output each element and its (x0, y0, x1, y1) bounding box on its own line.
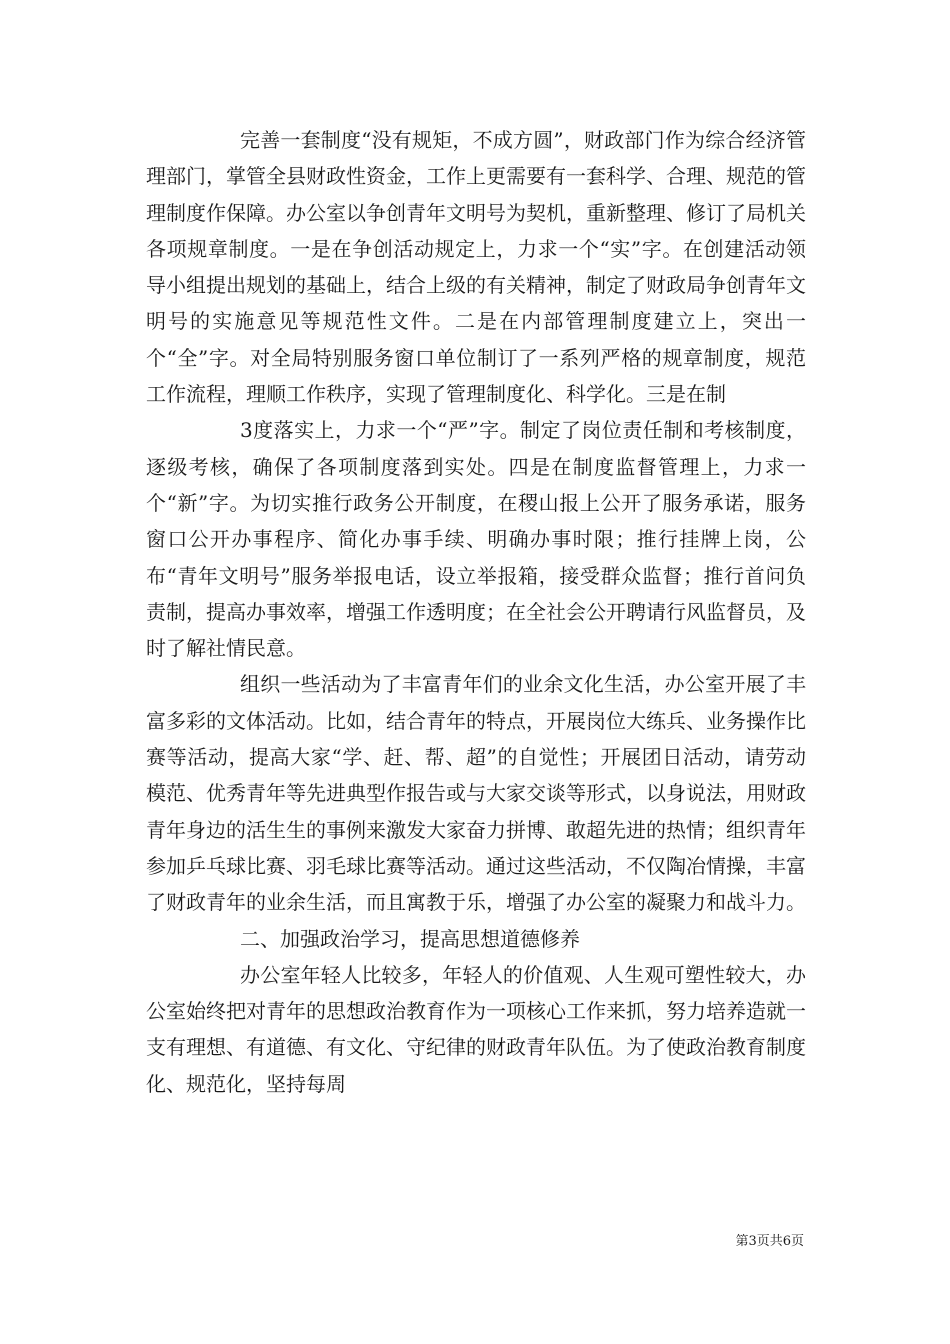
body-text (146, 122, 806, 1102)
paragraph-political-education: 办公室年轻人比较多，年轻人的价值观、人生观可塑性较大，办公室始终把对青年的思想政治教育作为一项核心工作来抓，努力培养造就一支有理想、有道德、有文化、守纪律的财政青年队伍。为了使政治教育制度化、规范化，坚持每周 (146, 962, 806, 1096)
paragraph-system-rules: 完善一套制度“没有规矩，不成方圆”，财政部门作为综合经济管理部门，掌管全县财政性资金，工作上更需要有一套科学、合理、规范的管理制度作保障。办公室以争创青年文明号为契机，重新整理、修订了局机关各项规章制度。一是在争创活动规定上，力求一个“实”字。在创建活动领导小组提出规划的基础上，结合上级的有关精神，制定了财政局争创青年文明号的实施意见等规范性文件。二是在内部管理制度建立上，突出一个“全”字。对全局特别服务窗口单位制订了一系列严格的规章制度，规范工作流程，理顺工作秩序，实现了管理制度化、科学化。三是在制 (146, 128, 806, 407)
paragraph-activities: 组织一些活动为了丰富青年们的业余文化生活，办公室开展了丰富多彩的文体活动。比如，结合青年的特点，开展岗位大练兵、业务操作比赛等活动，提高大家“学、赶、帮、超”的自觉性；开展团日活动，请劳动模范、优秀青年等先进典型作报告或与大家交谈等形式，以身说法，用财政青年身边的活生生的事例来激发大家奋力拼博、敢超先进的热情；组织青年参加乒乓球比赛、羽毛球比赛等活动。通过这些活动，不仅陶冶情操，丰富了财政青年的业余生活，而且寓教于乐，增强了办公室的凝聚力和战斗力。 (146, 672, 806, 915)
page-number: 第3页共6页 (735, 1234, 804, 1249)
section-heading-political-study: 二、加强政治学习，提高思想道德修养 (240, 926, 580, 951)
paragraph-system-implementation: 3度落实上，力求一个“严”字。制定了岗位责任制和考核制度，逐级考核，确保了各项制度落到实处。四是在制度监督管理上，力求一个“新”字。为切实推行政务公开制度，在稷山报上公开了服务承诺，服务窗口公开办事程序、简化办事手续、明确办事时限；推行挂牌上岗，公布“青年文明号”服务举报电话，设立举报箱，接受群众监督；推行首问负责制，提高办事效率，增强工作透明度；在全社会公开聘请行风监督员，及时了解社情民意。 (146, 418, 806, 661)
